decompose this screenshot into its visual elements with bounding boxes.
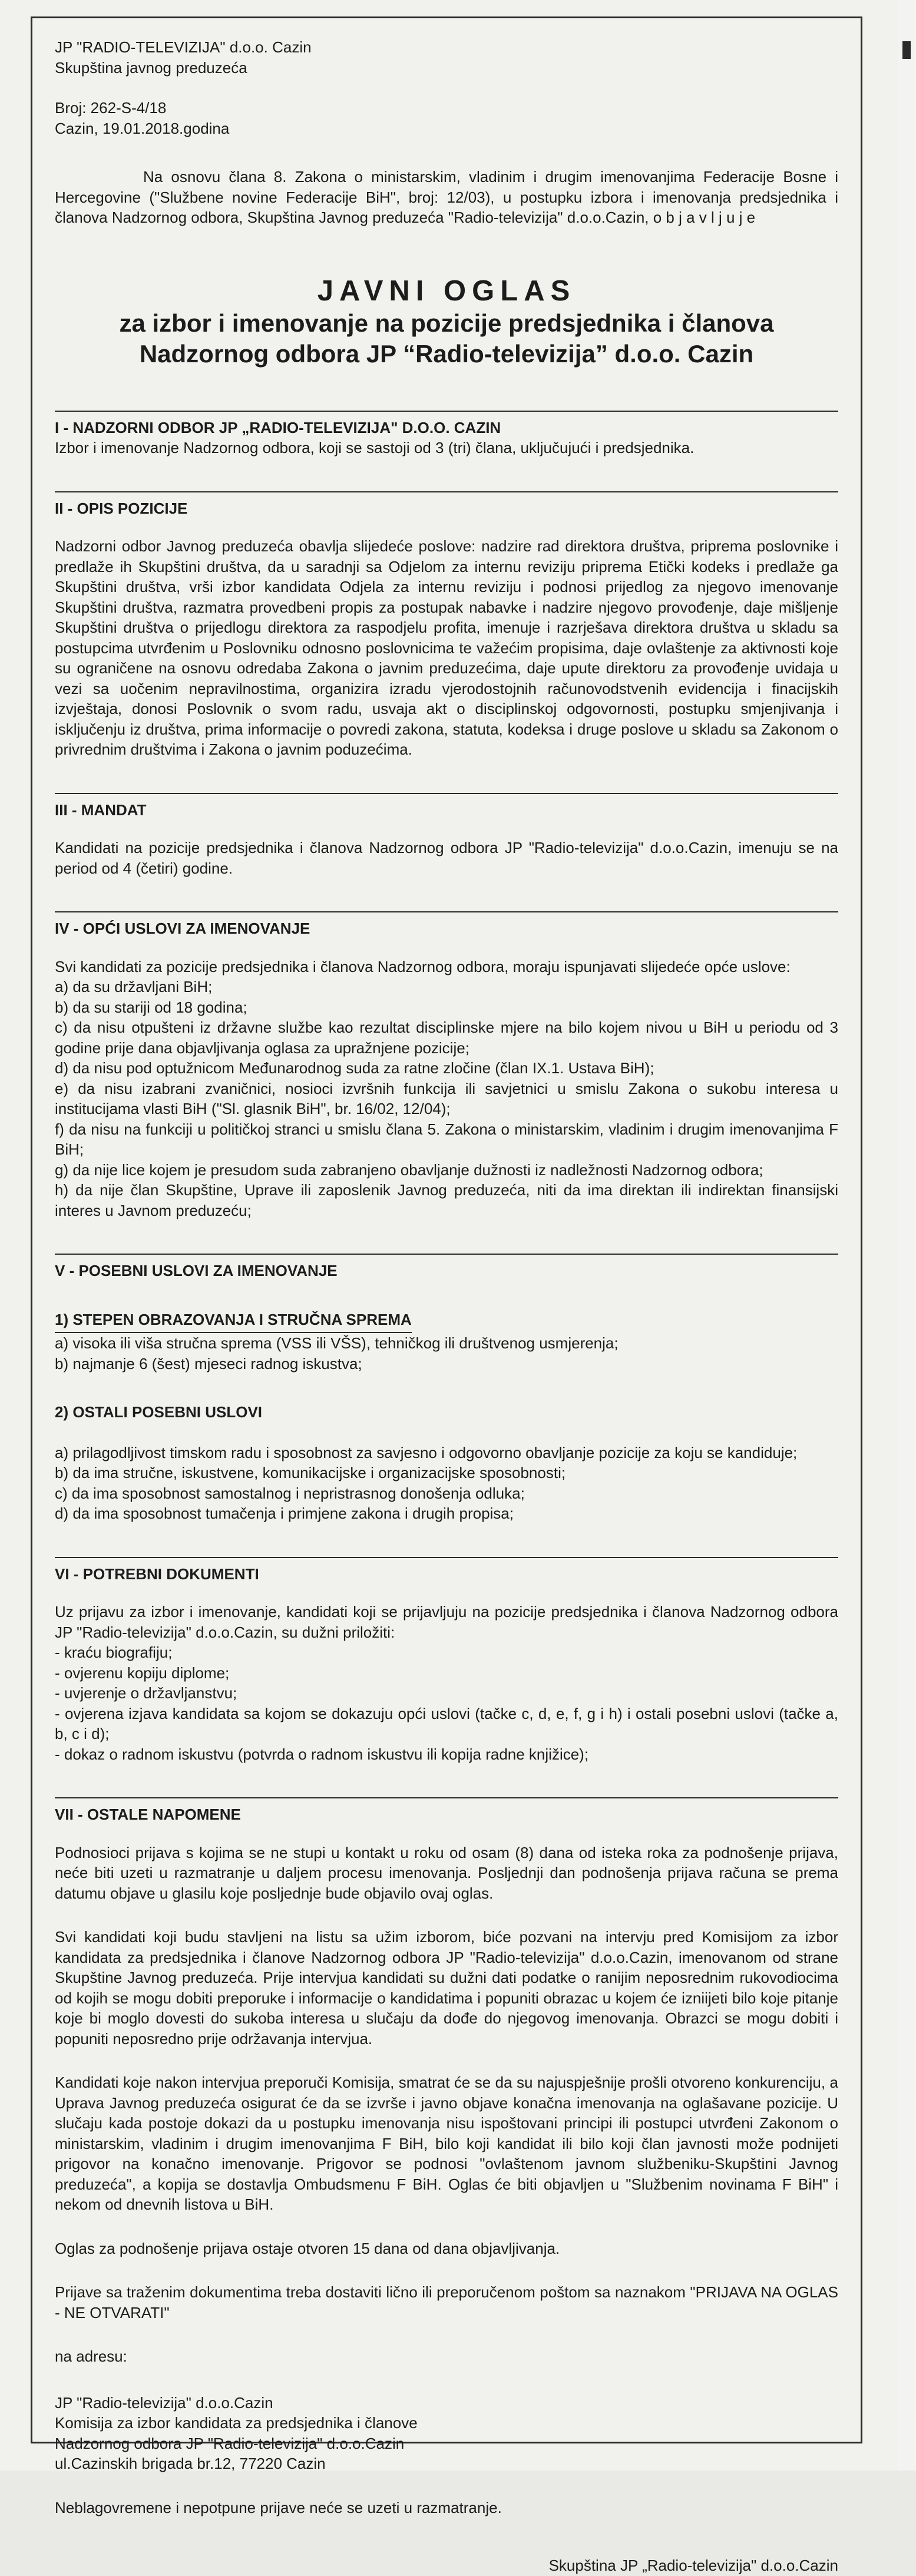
section-7-p6: na adresu:: [55, 2347, 127, 2365]
section-5-sub2-list: [55, 1443, 838, 1524]
list-item: - uvjerenje o državljanstvu;: [55, 1684, 237, 1702]
section-5-sub2-heading: 2) OSTALI POSEBNI USLOVI: [55, 1403, 263, 1421]
section-2-heading: II - OPIS POZICIJE: [55, 491, 838, 519]
title-line-1: za izbor i imenovanje na pozicije predsjednika i članova: [119, 309, 774, 337]
section-7-p7: Neblagovremene i nepotpune prijave neće se uzeti u razmatranje.: [55, 2498, 502, 2517]
list-item: d) da nisu pod optužnicom Međunarodnog suda za ratne zločine (član IX.1. Ustava BiH);: [55, 1059, 654, 1077]
section-6-heading: VI - POTREBNI DOKUMENTI: [55, 1557, 838, 1585]
section-6-intro: Uz prijavu za izbor i imenovanje, kandidati koji se prijavljuju na pozicije predsjednika i članova Nadzornog odbora JP "Radio-televizija" d.o.o.Cazin, su dužni priložiti:: [55, 1603, 838, 1641]
section-2-text: Nadzorni odbor Javnog preduzeća obavlja slijedeće poslove: nadzire rad direktora društva, priprema poslovnike i predlaže ih Skupštini društva, da u saradnji sa Odjelom za internu reviziju priprema Etički kodeks i predlaže ga Skupštini društva, vrši izbor kandidata Odjela za internu reviziju i podnosi prijedlog za njegovo imenovanje Skupštini društva, razmatra provedbeni propis za postupak nabavke i nadzire njegovo provođenje, daje mišljenje Skupštini društva o prijedlogu direktora za raspodjelu profita, imenuje i razrješava direktora društva u skladu sa postupcima utvrđenim u Poslovniku odnosno poslovnicima te važećim propisima, daje ovlaštenje za aktivnosti koje su ograničene na osnovu odredaba Zakona o javnim preduzećima, daje upute direktoru za provođenje uvidaja u vezi sa uočenim nepravilnostima, organizira izradu vjerodostojnih računovodstvenih evidencija i finacijskih izvještaja, donosi Poslovnik o svom radu, usvaja akt o disciplinskoj odgovornosti, postupku smjenjivanja i isključenju iz društva, prima informacije o povredi zakona, statuta, kodeksa i druge poslove u skladu sa Zakonom o privrednim društvima i Zakona o javnim poduzećima.: [55, 537, 838, 758]
section-7-heading: VII - OSTALE NAPOMENE: [55, 1797, 838, 1825]
section-3-heading: III - MANDAT: [55, 793, 838, 821]
list-item: b) da su stariji od 18 godina;: [55, 998, 247, 1016]
section-7-p5: Prijave sa traženim dokumentima treba dostaviti lično ili preporučenom poštom sa naznakom "PRIJAVA NA OGLAS - NE OTVARATI": [55, 2283, 838, 2322]
list-item: f) da nisu na funkciji u političkoj stranci u smislu člana 5. Zakona o ministarskim, vladinim i drugim imenovanjima F BiH;: [55, 1120, 838, 1158]
header-body: Skupština javnog preduzeća: [55, 58, 247, 77]
list-item: b) da ima stručne, iskustvene, komunikacijske i organizacijske sposobnosti;: [55, 1464, 566, 1482]
section-4-heading: IV - OPĆI USLOVI ZA IMENOVANJE: [55, 911, 838, 939]
list-item: g) da nije lice kojem je presudom suda zabranjeno obavljanje dužnosti iz nadležnosti Nadzornog odbora;: [55, 1160, 763, 1179]
section-4-intro: Svi kandidati za pozicije predsjednika i članova Nadzornog odbora, moraju ispunjavati slijedeće opće uslove:: [55, 957, 791, 975]
list-item: - ovjerena izjava kandidata sa kojom se dokazuju opći uslovi (tačke c, d, e, f, g i h) i ostali posebni uslovi (tačke a, b, c i d);: [55, 1704, 838, 1742]
list-item: a) visoka ili viša stručna sprema (VSS ili VŠS), tehničkog ili društvenog usmjerenja;: [55, 1334, 619, 1352]
section-7-p2: Svi kandidati koji budu stavljeni na listu sa užim izborom, biće pozvani na intervju pred Komisijom za izbor kandidata za predsjednika i članove Nadzornog odbora JP "Radio-televizija" d.o.o.Cazin, imenovanom od strane Skupštine Javnog preduzeća. Prije intervjua kandidati su dužni dati podatke o ranijim neposrednim rukovodiocima od kojih se mogu dobiti preporuke i informacije o kandidatima i popuniti obrazac u kojem će izniijeti bilo koje pitanje koje bi moglo dovesti do sukoba interesa u slučaju da dođe do njegovog imenovanja. Obrazci se mogu dobiti i popuniti neposredno prije održavanja intervjua.: [55, 1928, 838, 2048]
section-1-text: Izbor i imenovanje Nadzornog odbora, koji se sastoji od 3 (tri) člana, uključujući i predsjednika.: [55, 439, 695, 457]
section-7-p3: Kandidati koje nakon intervjua preporuči Komisija, smatrat će se da su najuspješnije prošli otvoreno konkurenciju, a Uprava Javnog preduzeća osigurat će da se izvrše i javno objave konačna imenovanja na oglašavane pozicije. U slučaju kada postoje dokazi da u postupku imenovanja nisu ispoštovani principi ili postupci utvrđeni Zakonom o ministarskim, vladinim i drugim imenovanjima F BiH, bilo koji kandidat ili bilo koji član javnosti može podnijeti prigovor na konačno imenovanje. Prigovor se podnosi "ovlaštenom javnom službeniku-Skupštini Javnog preduzeća", a kopija se dostavlja Ombudsmenu F BiH. Oglas će biti objavljen u "Službenim novinama F BiH" i nekom od dnevnih listova u BiH.: [55, 2074, 838, 2213]
list-item: c) da nisu otpušteni iz državne službe kao rezultat disciplinske mjere na bilo kojem nivou u BiH u periodu od 3 godine prije dana objavljivanja oglasa za upražnjene pozicije;: [55, 1019, 838, 1057]
list-item: d) da ima sposobnost tumačenja i primjene zakona i drugih propisa;: [55, 1504, 514, 1522]
signature-line: Skupština JP „Radio-televizija" d.o.o.Cazin: [548, 2557, 838, 2574]
section-3-text: Kandidati na pozicije predsjednika i članova Nadzornog odbora JP "Radio-televizija" d.o.o.Cazin, imenuju se na period od 4 (četiri) godine.: [55, 839, 838, 877]
mailing-address: [55, 2393, 838, 2474]
list-item: - kraću biografiju;: [55, 1644, 173, 1661]
adjacent-page-edge: [898, 0, 916, 2471]
address-line: Nadzornog odbora JP "Radio-televizija" d.o.o.Cazin: [55, 2434, 405, 2452]
section-1-heading: I - NADZORNI ODBOR JP „RADIO-TELEVIZIJA" D.O.O. CAZIN: [55, 411, 838, 438]
section-7-p1: Podnosioci prijava s kojima se ne stupi u kontakt u roku od osam (8) dana od isteka roka za podnošenje prijava, neće biti uzeti u razmatranje u daljem procesu imenovanja. Posljednji dan podnošenja prijava računa se prema datumu objave u glasilu koje posljednje bude objavilo ovaj oglas.: [55, 1843, 838, 1902]
header-number: Broj: 262-S-4/18: [55, 99, 167, 117]
list-item: c) da ima sposobnost samostalnog i nepristrasnog donošenja odluka;: [55, 1484, 525, 1502]
list-item: a) prilagodljivost timskom radu i sposobnost za savjesno i odgovorno obavljanje pozicije za koju se kandiduje;: [55, 1443, 798, 1461]
header-place-date: Cazin, 19.01.2018.godina: [55, 119, 230, 137]
address-line: JP "Radio-televizija" d.o.o.Cazin: [55, 2393, 273, 2412]
header-org: JP "RADIO-TELEVIZIJA" d.o.o. Cazin: [55, 38, 312, 56]
address-line: Komisija za izbor kandidata za predsjednika i članove: [55, 2414, 418, 2432]
section-5-sub1-list: [55, 1333, 838, 1374]
title-line-2: Nadzornog odbora JP “Radio-televizija” d.o.o. Cazin: [139, 339, 754, 368]
intro-paragraph: Na osnovu člana 8. Zakona o ministarskim, vladinim i drugim imenovanjima Federacije Bosne i Hercegovine ("Službene novine Federacije BiH", broj: 12/03), u postupku izbora i imenovanja predsjednika i članova Nadzornog odbora, Skupština Javnog preduzeća "Radio-televizija" d.o.o.Cazin, o b j a v l j u j e: [55, 168, 838, 226]
list-item: - ovjerenu kopiju diplome;: [55, 1664, 230, 1682]
list-item: a) da su državljani BiH;: [55, 978, 213, 996]
list-item: b) najmanje 6 (šest) mjeseci radnog iskustva;: [55, 1354, 362, 1373]
section-4-list: [55, 977, 838, 1221]
section-5-heading: V - POSEBNI USLOVI ZA IMENOVANJE: [55, 1254, 838, 1281]
list-item: - dokaz o radnom iskustvu (potvrda o radnom iskustvu ili kopija radne knjižice);: [55, 1745, 589, 1763]
announcement-title: [55, 274, 838, 369]
address-line: ul.Cazinskih brigada br.12, 77220 Cazin: [55, 2455, 326, 2472]
announcement-frame: [31, 16, 862, 2574]
list-item: e) da nisu izabrani zvaničnici, nosioci izvršnih funkcija ili savjetnici u smislu Zakona o sukobu interesa u institucijama vlasti BiH ("Sl. glasnik BiH", br. 16/02, 12/04);: [55, 1079, 838, 1117]
title-main: JAVNI OGLAS: [317, 275, 576, 307]
section-5-sub1-heading: 1) STEPEN OBRAZOVANJA I STRUČNA SPREMA: [55, 1310, 412, 1334]
document-header: [55, 37, 838, 138]
list-item: h) da nije član Skupštine, Uprave ili zaposlenik Javnog preduzeća, niti da ima direktan ili indirektan finansijski interes u Javnom preduzeću;: [55, 1181, 838, 1219]
section-6-list: [55, 1642, 838, 1764]
page-edge-mark: [902, 41, 911, 59]
section-7-p4: Oglas za podnošenje prijava ostaje otvoren 15 dana od dana objavljivanja.: [55, 2239, 560, 2257]
